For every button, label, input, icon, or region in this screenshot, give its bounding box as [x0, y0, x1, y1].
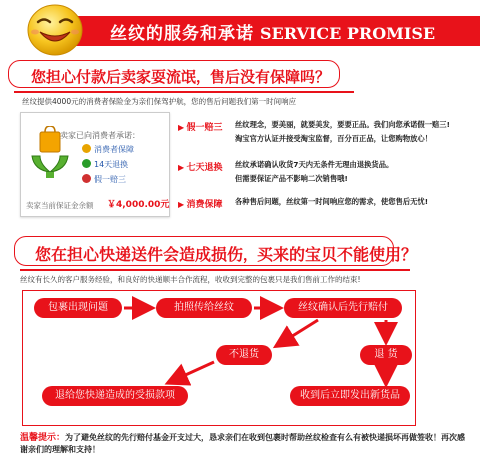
pledge-item[interactable] [82, 144, 134, 155]
return-14-days-icon [82, 159, 91, 168]
header-title-en: SERVICE PROMISE [260, 24, 436, 43]
pledge-item[interactable] [82, 174, 126, 185]
pledge-item[interactable] [82, 159, 128, 170]
header [0, 10, 480, 50]
insurance-subtitle: 丝纹提供4000元的消费者保险金为亲们保驾护航，您的售后问题我们第一时间响应 [22, 97, 297, 106]
header-title [110, 19, 435, 44]
shipping-worry-banner [14, 236, 418, 266]
question-part2: 买来的宝贝不能使用？ [257, 245, 418, 264]
question-sep: ， [196, 70, 211, 86]
promise-tag: 假一赔三 [186, 123, 223, 133]
promise-line2: 但需要保证产品不影响二次销售哦! [235, 174, 348, 183]
tip-label: 温馨提示： [20, 433, 66, 443]
tip-text: 为了避免丝纹的先行赔付基金开支过大，恳求亲们在收到包裹时帮助丝纹检查有么有被快递损坏再做签收！再次感谢亲们的理解和支持！ [20, 433, 466, 454]
deposit-amount: ￥4,000.00元 [107, 200, 170, 210]
triangle-right-icon: ▶ [178, 200, 185, 209]
step-no-return: 不退货 [216, 345, 272, 365]
step-send-photo: 拍照传给丝纹 [156, 298, 252, 318]
question-sep: ， [243, 248, 258, 264]
banner-underline [14, 91, 354, 93]
deposit-label: 卖家当前保证金余额 [26, 201, 94, 210]
pledge-label: 消费者保障 [94, 145, 134, 154]
question-part2: 售后没有保障吗？ [210, 68, 331, 86]
promise-line1: 各种售后问题，丝纹第一时间响应您的需求，使您售后无忧! [235, 197, 429, 206]
fake-compensation-icon [82, 174, 91, 183]
question-part1: 您担心付款后卖家耍流氓 [31, 68, 197, 86]
step-ship-new-goods: 收到后立即发出新货品 [290, 386, 410, 406]
banner-underline [20, 269, 410, 271]
step-return: 退 货 [360, 345, 412, 365]
shipping-subtitle: 丝纹有长久的客户服务经验，和良好的快递顺丰合作流程，收收到完整的包裹只是我们售前工作的结束! [20, 275, 361, 284]
step-refund-damage: 退给您快递造成的受损款项 [42, 386, 188, 406]
triangle-right-icon: ▶ [178, 163, 185, 172]
triangle-right-icon: ▶ [178, 123, 185, 132]
promise-tag: 七天退换 [186, 163, 223, 173]
question-part1: 您在担心快递送件会造成损伤 [35, 245, 244, 264]
pledge-label: 14天退换 [94, 160, 129, 169]
consumer-guarantee-icon [82, 144, 91, 153]
promise-line2: 淘宝官方认证并接受淘宝监督，百分百正品，让您购物放心！ [235, 134, 433, 143]
promise-line1: 丝纹理念，要美丽，就要美发，要要正品。我们向您承诺假一赔三! [235, 120, 450, 129]
pledge-label: 假一赔三 [94, 175, 126, 184]
promise-line1: 丝纹承诺确认收货7天内无条件无理由退换货品。 [235, 160, 394, 169]
promise-fake-compensation [178, 120, 450, 143]
smiley-mascot-icon [24, 0, 86, 58]
card-header: 卖家已向消费者承诺： [60, 131, 140, 140]
step-package-issue: 包裹出现问题 [34, 298, 122, 318]
worry-question-banner [8, 60, 340, 88]
promise-tag: 消费保障 [186, 200, 223, 210]
step-advance-compensation: 丝纹确认后先行赔付 [284, 298, 402, 318]
header-title-cn: 丝纹的服务和承诺 [110, 24, 254, 44]
promise-consumer-guarantee [178, 197, 429, 210]
promise-seven-day-return [178, 160, 394, 183]
warm-tip [20, 432, 470, 456]
